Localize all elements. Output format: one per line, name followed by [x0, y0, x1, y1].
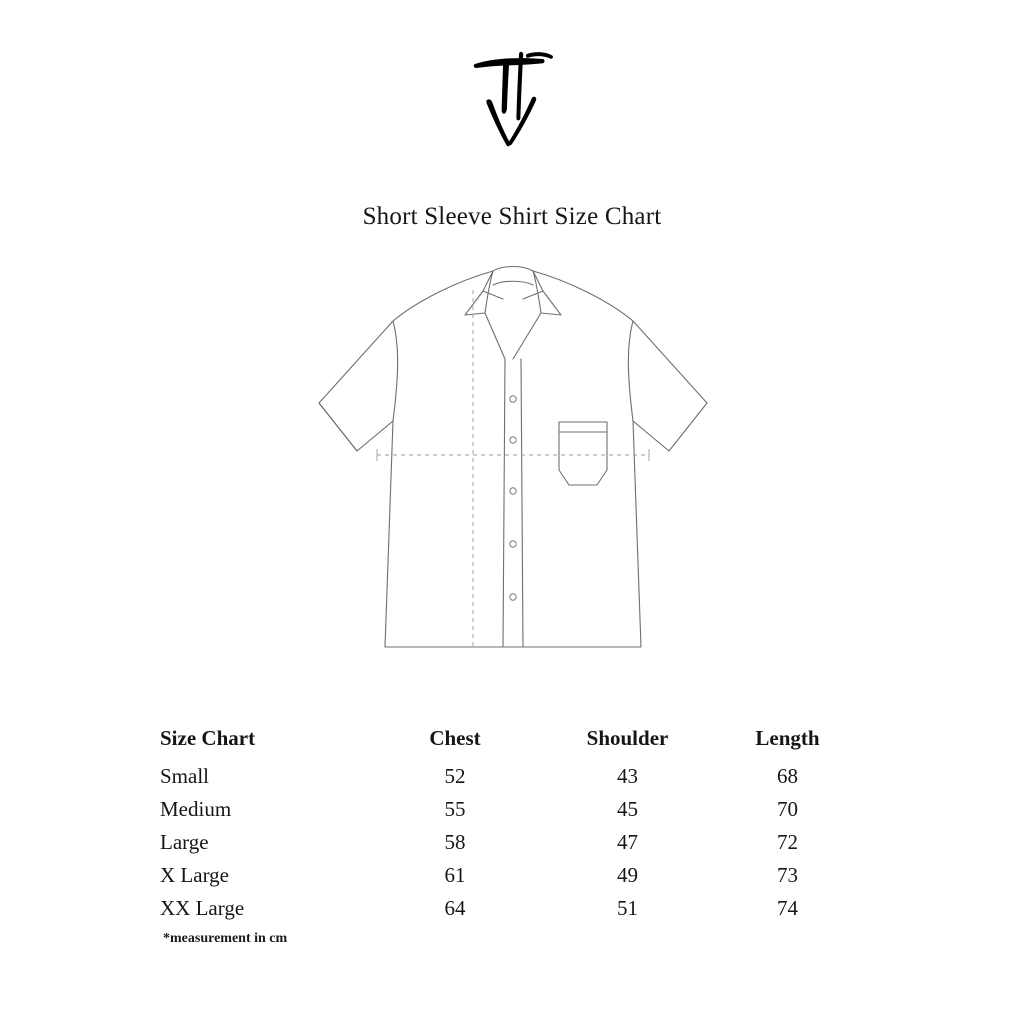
- row-size-label: X Large: [160, 863, 229, 887]
- page-title: Short Sleeve Shirt Size Chart: [362, 203, 662, 230]
- row-size-label: Large: [160, 830, 209, 854]
- row-length-value: 72: [777, 830, 798, 854]
- row-chest-value: 64: [444, 896, 466, 920]
- row-length-value: 68: [777, 764, 798, 788]
- row-length-value: 74: [777, 896, 798, 920]
- table-row: [160, 826, 860, 859]
- row-length-value: 70: [777, 797, 798, 821]
- row-chest-value: 58: [444, 830, 466, 854]
- table-row: [160, 859, 860, 892]
- size-chart-table: [160, 722, 860, 925]
- measurement-unit-note: *measurement in cm: [163, 931, 288, 946]
- row-shoulder-value: 43: [617, 764, 638, 788]
- table-row: [160, 892, 860, 925]
- column-header-chest: Chest: [429, 726, 481, 750]
- column-header-length: Length: [755, 726, 820, 750]
- row-size-label: XX Large: [160, 896, 245, 920]
- row-shoulder-value: 49: [617, 863, 638, 887]
- row-size-label: Medium: [160, 797, 232, 821]
- row-chest-value: 61: [444, 863, 466, 887]
- row-shoulder-value: 51: [617, 896, 638, 920]
- short-sleeve-shirt-illustration-icon: [297, 255, 727, 665]
- column-header-size: Size Chart: [160, 726, 256, 750]
- brand-logo: [0, 48, 1024, 153]
- tv-monogram-logo-icon: [457, 48, 567, 148]
- row-size-label: Small: [160, 764, 210, 788]
- table-row: [160, 760, 860, 793]
- table-row: [160, 793, 860, 826]
- row-chest-value: 52: [444, 764, 466, 788]
- column-header-shoulder: Shoulder: [586, 726, 669, 750]
- row-shoulder-value: 45: [617, 797, 638, 821]
- row-length-value: 73: [777, 863, 798, 887]
- row-shoulder-value: 47: [617, 830, 638, 854]
- row-chest-value: 55: [444, 797, 466, 821]
- table-header-row: [160, 722, 860, 760]
